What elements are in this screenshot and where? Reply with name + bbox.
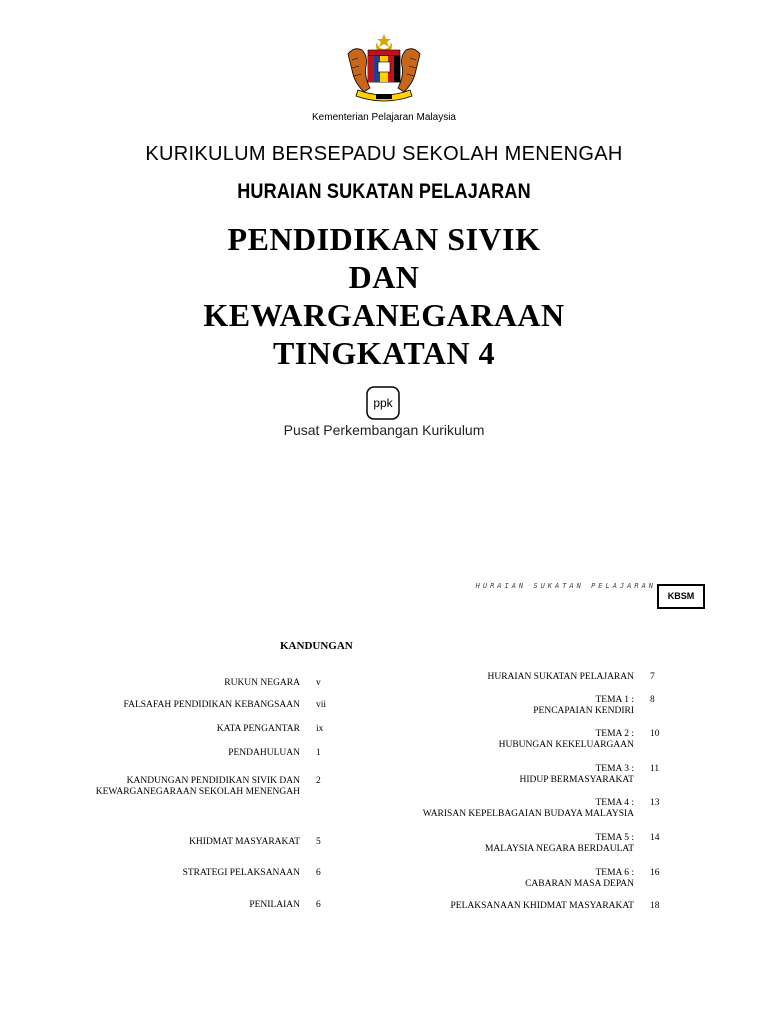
toc-entry-label: TEMA 3 :	[595, 764, 634, 774]
toc-entry-page: 11	[650, 764, 660, 774]
syllabus-subtitle: HURAIAN SUKATAN PELAJARAN	[237, 180, 531, 203]
toc-entry-label: KATA PENGANTAR	[216, 724, 300, 734]
toc-entry-label: TEMA 2 :	[595, 729, 634, 739]
subject-title-line-3: KEWARGANEGARAAN	[203, 297, 565, 333]
toc-entry-page: 5	[316, 837, 321, 847]
toc-entry-label-continued: PENCAPAIAN KENDIRI	[533, 706, 634, 716]
toc-entry-label: PENDAHULUAN	[228, 748, 300, 758]
toc-entry-page: 18	[650, 901, 660, 911]
toc-entry-label: STRATEGI PELAKSANAAN	[182, 868, 300, 878]
toc-entry-label: HURAIAN SUKATAN PELAJARAN	[487, 672, 634, 682]
toc-entry-label: KHIDMAT MASYARAKAT	[189, 837, 300, 847]
toc-entry-page: ix	[316, 724, 324, 734]
toc-entry-label: PELAKSANAAN KHIDMAT MASYARAKAT	[450, 901, 634, 911]
toc-entry-page: 16	[650, 868, 660, 878]
toc-entry-label-continued: MALAYSIA NEGARA BERDAULAT	[484, 844, 634, 854]
toc-entry-label: TEMA 5 :	[595, 833, 634, 843]
subject-title-line-4: TINGKATAN 4	[272, 335, 496, 371]
curriculum-centre-name: Pusat Perkembangan Kurikulum	[283, 422, 485, 438]
toc-entry-page: vii	[316, 700, 327, 710]
toc-entry-label-continued: HIDUP BERMASYARAKAT	[519, 775, 634, 785]
toc-entry-label: KANDUNGAN PENDIDIKAN SIVIK DAN	[126, 776, 300, 786]
toc-entry-label-continued: WARISAN KEPELBAGAIAN BUDAYA MALAYSIA	[422, 809, 634, 819]
coat-of-arms-icon	[344, 32, 424, 104]
toc-entry-page: 6	[316, 900, 321, 910]
toc-entry-label: TEMA 6 :	[595, 868, 634, 878]
contents-title: KANDUNGAN	[280, 640, 353, 652]
toc-entry-page: 6	[316, 868, 321, 878]
kbsm-badge: KBSM	[657, 584, 705, 609]
toc-entry-page: 10	[650, 729, 660, 739]
toc-entry-page: 2	[316, 776, 321, 786]
toc-entry-page: 13	[650, 798, 660, 808]
subject-title-line-1: PENDIDIKAN SIVIK	[227, 221, 541, 257]
toc-entry-page: v	[316, 678, 321, 688]
subject-title-line-2: DAN	[348, 259, 420, 295]
toc-entry-label: FALSAFAH PENDIDIKAN KEBANGSAAN	[123, 700, 300, 710]
toc-entry-label: TEMA 1 :	[595, 695, 634, 705]
toc-entry-page: 8	[650, 695, 655, 705]
toc-entry-label: RUKUN NEGARA	[224, 678, 300, 688]
svg-text:ppk: ppk	[373, 396, 393, 410]
toc-entry-page: 1	[316, 748, 321, 758]
toc-entry-label: TEMA 4 :	[595, 798, 634, 808]
toc-entry-label-continued: HUBUNGAN KEKELUARGAAN	[498, 740, 634, 750]
toc-entry-page: 7	[650, 672, 655, 682]
ministry-name: Kementerian Pelajaran Malaysia	[312, 112, 456, 123]
running-header: HURAIAN SUKATAN PELAJARAN	[475, 582, 656, 590]
toc-entry-label-continued: CABARAN MASA DEPAN	[525, 879, 634, 889]
ppk-logo-icon	[366, 386, 400, 420]
toc-entry-label-continued: KEWARGANEGARAAN SEKOLAH MENENGAH	[95, 787, 300, 797]
curriculum-title: KURIKULUM BERSEPADU SEKOLAH MENENGAH	[145, 143, 623, 165]
toc-entry-label: PENILAIAN	[249, 900, 300, 910]
toc-entry-page: 14	[650, 833, 660, 843]
